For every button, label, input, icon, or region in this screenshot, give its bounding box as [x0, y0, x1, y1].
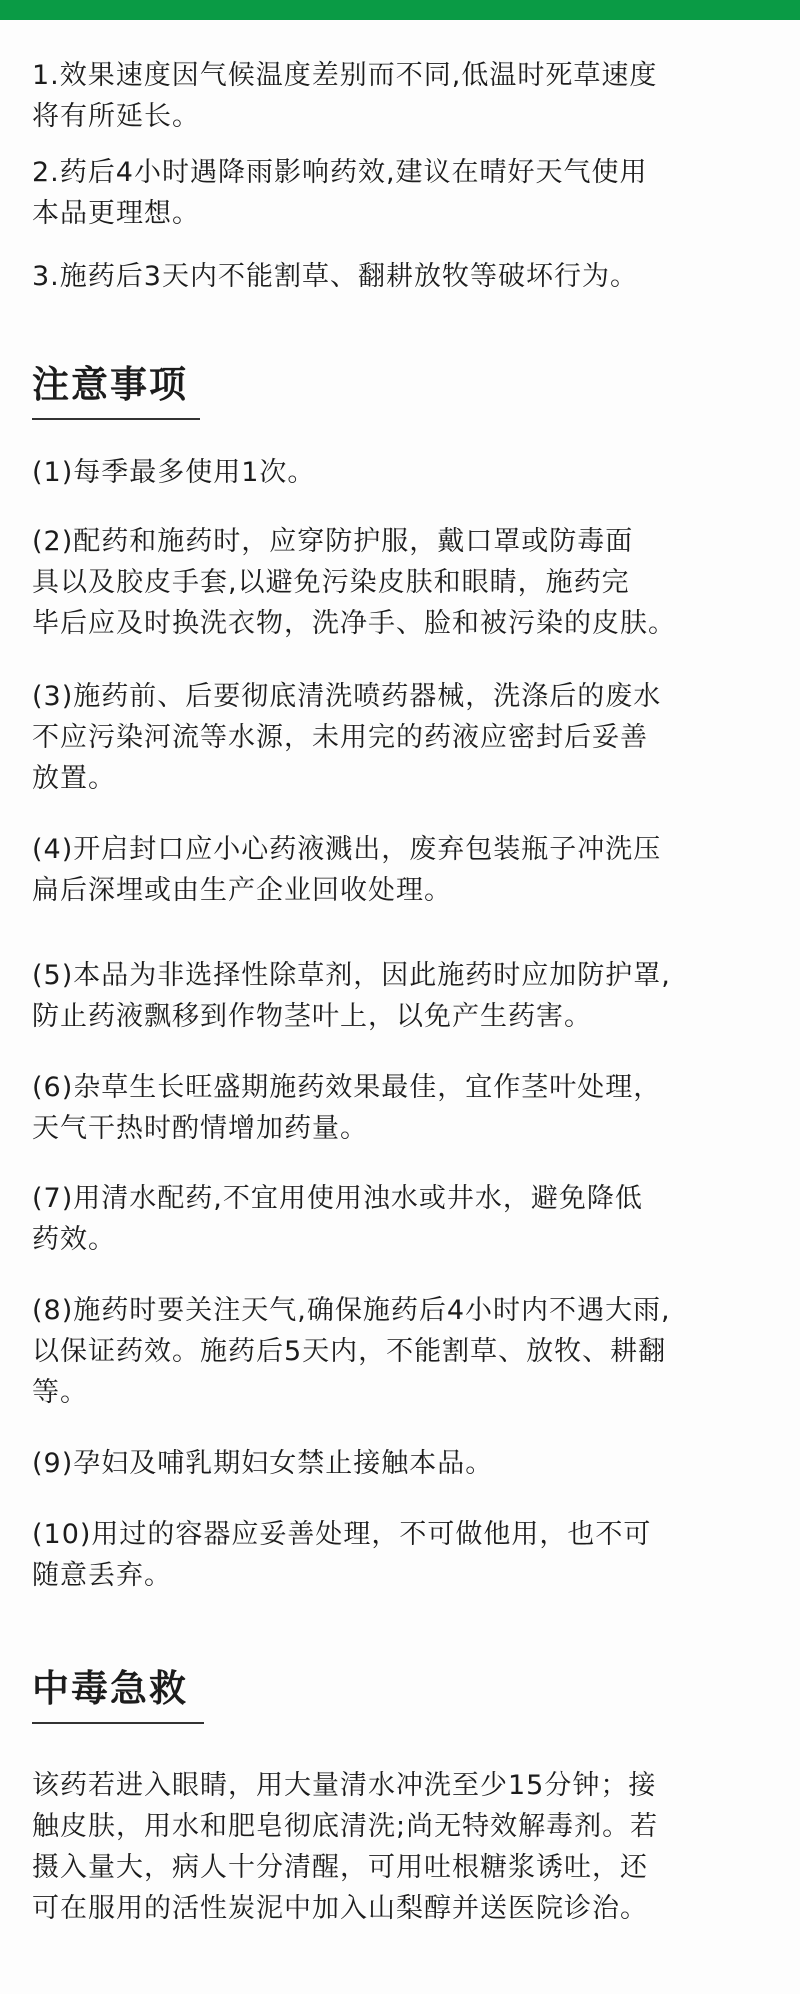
intro-note-3: 3.施药后3天内不能割草、翻耕放牧等破坏行为。: [32, 261, 638, 292]
top-accent-bar: [0, 0, 800, 20]
precaution-item-6: (6)杂草生长旺盛期施药效果最佳，宜作茎叶处理， 天气干热时酌情增加药量。: [32, 1072, 662, 1144]
intro-note-1: 1.效果速度因气候温度差别而不同,低温时死草速度 将有所延长。: [32, 60, 658, 132]
precautions-heading-underline: [32, 418, 200, 420]
precaution-item-7: (7)用清水配药,不宜用使用浊水或井水，避免降低 药效。: [32, 1183, 643, 1255]
first-aid-heading-underline: [32, 1722, 204, 1724]
precaution-item-9: (9)孕妇及哺乳期妇女禁止接触本品。: [32, 1448, 494, 1479]
precaution-item-8: (8)施药时要关注天气,确保施药后4小时内不遇大雨, 以保证药效。施药后5天内，不能割草、放牧、耕翻 等。: [32, 1295, 671, 1408]
intro-note-2: 2.药后4小时遇降雨影响药效,建议在晴好天气使用 本品更理想。: [32, 157, 648, 229]
precaution-item-3: (3)施药前、后要彻底清洗喷药器械，洗涤后的废水 不应污染河流等水源，未用完的药液应密封后妥善 放置。: [32, 681, 662, 794]
precaution-item-4: (4)开启封口应小心药液溅出，废弃包装瓶子冲洗压 扁后深埋或由生产企业回收处理。: [32, 834, 662, 906]
precaution-item-2: (2)配药和施药时，应穿防护服，戴口罩或防毒面 具以及胶皮手套,以避免污染皮肤和眼睛，施药完 毕后应及时换洗衣物，洗净手、脸和被污染的皮肤。: [32, 526, 676, 639]
precaution-item-1: (1)每季最多使用1次。: [32, 457, 316, 488]
precaution-item-5: (5)本品为非选择性除草剂，因此施药时应加防护罩, 防止药液飘移到作物茎叶上，以免产生药害。: [32, 960, 671, 1032]
first-aid-text: 该药若进入眼睛，用大量清水冲洗至少15分钟；接 触皮肤，用水和肥皂彻底清洗;尚无特效解毒剂。若 摄入量大，病人十分清醒，可用吐根糖浆诱吐，还 可在服用的活性炭泥中加入山梨醇并送医院诊治。: [32, 1770, 659, 1924]
first-aid-heading: 中毒急救: [32, 1667, 188, 1710]
precautions-heading: 注意事项: [32, 363, 188, 406]
precaution-item-10: (10)用过的容器应妥善处理，不可做他用，也不可 随意丢弃。: [32, 1519, 652, 1591]
